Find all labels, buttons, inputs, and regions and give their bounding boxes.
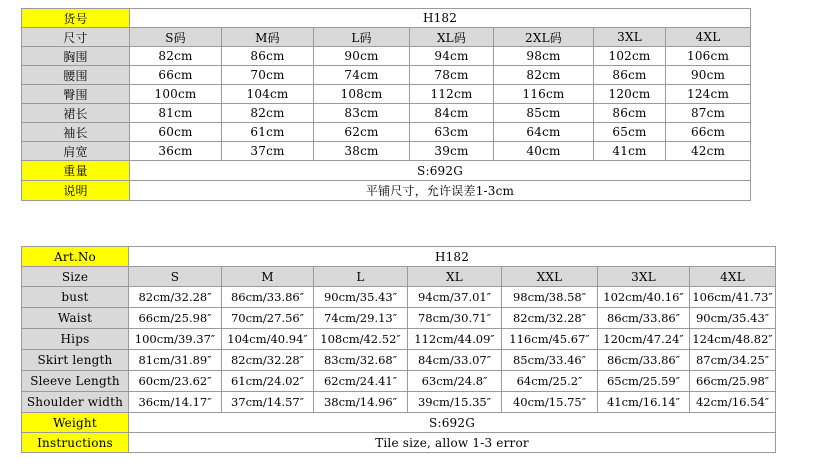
size-chart-english — [21, 246, 776, 453]
table-cell: 116cm — [494, 85, 594, 104]
row-label: 胸围 — [22, 47, 130, 66]
size-chart-chinese — [21, 8, 751, 201]
weight-row — [22, 161, 751, 181]
table-cell: 62cm/24.41″ — [314, 371, 408, 392]
row-label: 肩宽 — [22, 142, 130, 161]
table-cell: 60cm/23.62″ — [129, 371, 222, 392]
table-cell: 86cm/33.86″ — [598, 350, 690, 371]
table-cell: 90cm/35.43″ — [314, 287, 408, 308]
row-label: 腰围 — [22, 66, 130, 85]
size-label: Size — [22, 267, 129, 287]
row-label: Hips — [22, 329, 129, 350]
table-cell: 66cm/25.98″ — [690, 371, 776, 392]
row-label: 臀围 — [22, 85, 130, 104]
table-cell: 104cm — [222, 85, 314, 104]
table-cell: 87cm/34.25″ — [690, 350, 776, 371]
table-cell: 120cm/47.24″ — [598, 329, 690, 350]
note-label: Instructions — [22, 433, 129, 453]
table-cell: 100cm — [130, 85, 222, 104]
weight-value: S:692G — [130, 161, 751, 181]
table-cell: 90cm — [666, 66, 751, 85]
weight-label: 重量 — [22, 161, 130, 181]
table-row — [22, 104, 751, 123]
table-cell: 60cm — [130, 123, 222, 142]
table-cell: 86cm — [222, 47, 314, 66]
table-cell: 84cm/33.07″ — [408, 350, 502, 371]
model-label: 货号 — [22, 9, 130, 28]
weight-value: S:692G — [129, 413, 776, 433]
table-row — [22, 66, 751, 85]
table-cell: 66cm — [130, 66, 222, 85]
table-cell: 120cm — [594, 85, 666, 104]
table-cell: 41cm/16.14″ — [598, 392, 690, 413]
size-header-row — [22, 267, 776, 287]
table-cell: 63cm/24.8″ — [408, 371, 502, 392]
size-header: M — [222, 267, 314, 287]
size-header: S — [129, 267, 222, 287]
table-cell: 98cm/38.58″ — [502, 287, 598, 308]
note-value: Tile size, allow 1-3 error — [129, 433, 776, 453]
table-cell: 90cm — [314, 47, 410, 66]
table-row — [22, 287, 776, 308]
table-cell: 61cm/24.02″ — [222, 371, 314, 392]
table-cell: 38cm — [314, 142, 410, 161]
size-header: M码 — [222, 28, 314, 47]
size-header: 4XL — [690, 267, 776, 287]
table-cell: 83cm/32.68″ — [314, 350, 408, 371]
table-cell: 83cm — [314, 104, 410, 123]
size-header: L码 — [314, 28, 410, 47]
table-row — [22, 371, 776, 392]
table-cell: 78cm — [410, 66, 494, 85]
row-label: Waist — [22, 308, 129, 329]
table-cell: 61cm — [222, 123, 314, 142]
table-cell: 86cm — [594, 104, 666, 123]
note-row — [22, 181, 751, 201]
table-cell: 84cm — [410, 104, 494, 123]
table-cell: 124cm/48.82″ — [690, 329, 776, 350]
table-cell: 87cm — [666, 104, 751, 123]
weight-label: Weight — [22, 413, 129, 433]
table-cell: 40cm — [494, 142, 594, 161]
size-header: XL码 — [410, 28, 494, 47]
table-cell: 102cm/40.16″ — [598, 287, 690, 308]
table-row — [22, 85, 751, 104]
table-cell: 70cm/27.56″ — [222, 308, 314, 329]
table-row — [22, 392, 776, 413]
table-cell: 112cm/44.09″ — [408, 329, 502, 350]
table-cell: 65cm — [594, 123, 666, 142]
table-cell: 106cm — [666, 47, 751, 66]
table-cell: 106cm/41.73″ — [690, 287, 776, 308]
table-cell: 104cm/40.94″ — [222, 329, 314, 350]
table-cell: 38cm/14.96″ — [314, 392, 408, 413]
table-cell: 39cm — [410, 142, 494, 161]
table-cell: 82cm — [130, 47, 222, 66]
table-row — [22, 142, 751, 161]
table-cell: 108cm/42.52″ — [314, 329, 408, 350]
note-value: 平铺尺寸，允许误差1-3cm — [130, 181, 751, 201]
table-cell: 36cm/14.17″ — [129, 392, 222, 413]
row-label: Sleeve Length — [22, 371, 129, 392]
table-cell: 42cm — [666, 142, 751, 161]
size-header: 2XL码 — [494, 28, 594, 47]
size-header: L — [314, 267, 408, 287]
table-cell: 112cm — [410, 85, 494, 104]
table-row — [22, 123, 751, 142]
table-cell: 66cm/25.98″ — [129, 308, 222, 329]
size-header: 4XL — [666, 28, 751, 47]
table-cell: 102cm — [594, 47, 666, 66]
table-cell: 62cm — [314, 123, 410, 142]
table-cell: 94cm — [410, 47, 494, 66]
table-cell: 108cm — [314, 85, 410, 104]
table-cell: 81cm — [130, 104, 222, 123]
table-cell: 78cm/30.71″ — [408, 308, 502, 329]
note-label: 说明 — [22, 181, 130, 201]
note-row — [22, 433, 776, 453]
table-cell: 100cm/39.37″ — [129, 329, 222, 350]
table-cell: 86cm/33.86″ — [598, 308, 690, 329]
table-cell: 86cm/33.86″ — [222, 287, 314, 308]
table-cell: 74cm — [314, 66, 410, 85]
size-header: XXL — [502, 267, 598, 287]
table-cell: 124cm — [666, 85, 751, 104]
size-header: 3XL — [594, 28, 666, 47]
table-cell: 39cm/15.35″ — [408, 392, 502, 413]
table-cell: 82cm/32.28″ — [222, 350, 314, 371]
table-cell: 64cm/25.2″ — [502, 371, 598, 392]
size-header: S码 — [130, 28, 222, 47]
table-cell: 64cm — [494, 123, 594, 142]
table-cell: 98cm — [494, 47, 594, 66]
table-cell: 82cm — [494, 66, 594, 85]
row-label: 裙长 — [22, 104, 130, 123]
table-cell: 74cm/29.13″ — [314, 308, 408, 329]
table-cell: 42cm/16.54″ — [690, 392, 776, 413]
table-cell: 82cm/32.28″ — [502, 308, 598, 329]
table-row — [22, 350, 776, 371]
table-cell: 66cm — [666, 123, 751, 142]
table-cell: 94cm/37.01″ — [408, 287, 502, 308]
table-cell: 82cm — [222, 104, 314, 123]
row-label: Skirt length — [22, 350, 129, 371]
model-label: Art.No — [22, 247, 129, 267]
size-header-row — [22, 28, 751, 47]
table-row — [22, 308, 776, 329]
table-cell: 85cm/33.46″ — [502, 350, 598, 371]
table-cell: 70cm — [222, 66, 314, 85]
table-cell: 37cm/14.57″ — [222, 392, 314, 413]
table-cell: 40cm/15.75″ — [502, 392, 598, 413]
model-row — [22, 9, 751, 28]
table-cell: 82cm/32.28″ — [129, 287, 222, 308]
table-cell: 85cm — [494, 104, 594, 123]
table-cell: 63cm — [410, 123, 494, 142]
table-cell: 41cm — [594, 142, 666, 161]
model-number: H182 — [129, 247, 776, 267]
table-cell: 86cm — [594, 66, 666, 85]
table-cell: 81cm/31.89″ — [129, 350, 222, 371]
table-cell: 90cm/35.43″ — [690, 308, 776, 329]
row-label: bust — [22, 287, 129, 308]
row-label: Shoulder width — [22, 392, 129, 413]
size-header: 3XL — [598, 267, 690, 287]
table-cell: 37cm — [222, 142, 314, 161]
size-label: 尺寸 — [22, 28, 130, 47]
table-cell: 65cm/25.59″ — [598, 371, 690, 392]
row-label: 袖长 — [22, 123, 130, 142]
table-cell: 116cm/45.67″ — [502, 329, 598, 350]
table-row — [22, 47, 751, 66]
table-cell: 36cm — [130, 142, 222, 161]
weight-row — [22, 413, 776, 433]
model-row — [22, 247, 776, 267]
model-number: H182 — [130, 9, 751, 28]
table-row — [22, 329, 776, 350]
size-header: XL — [408, 267, 502, 287]
